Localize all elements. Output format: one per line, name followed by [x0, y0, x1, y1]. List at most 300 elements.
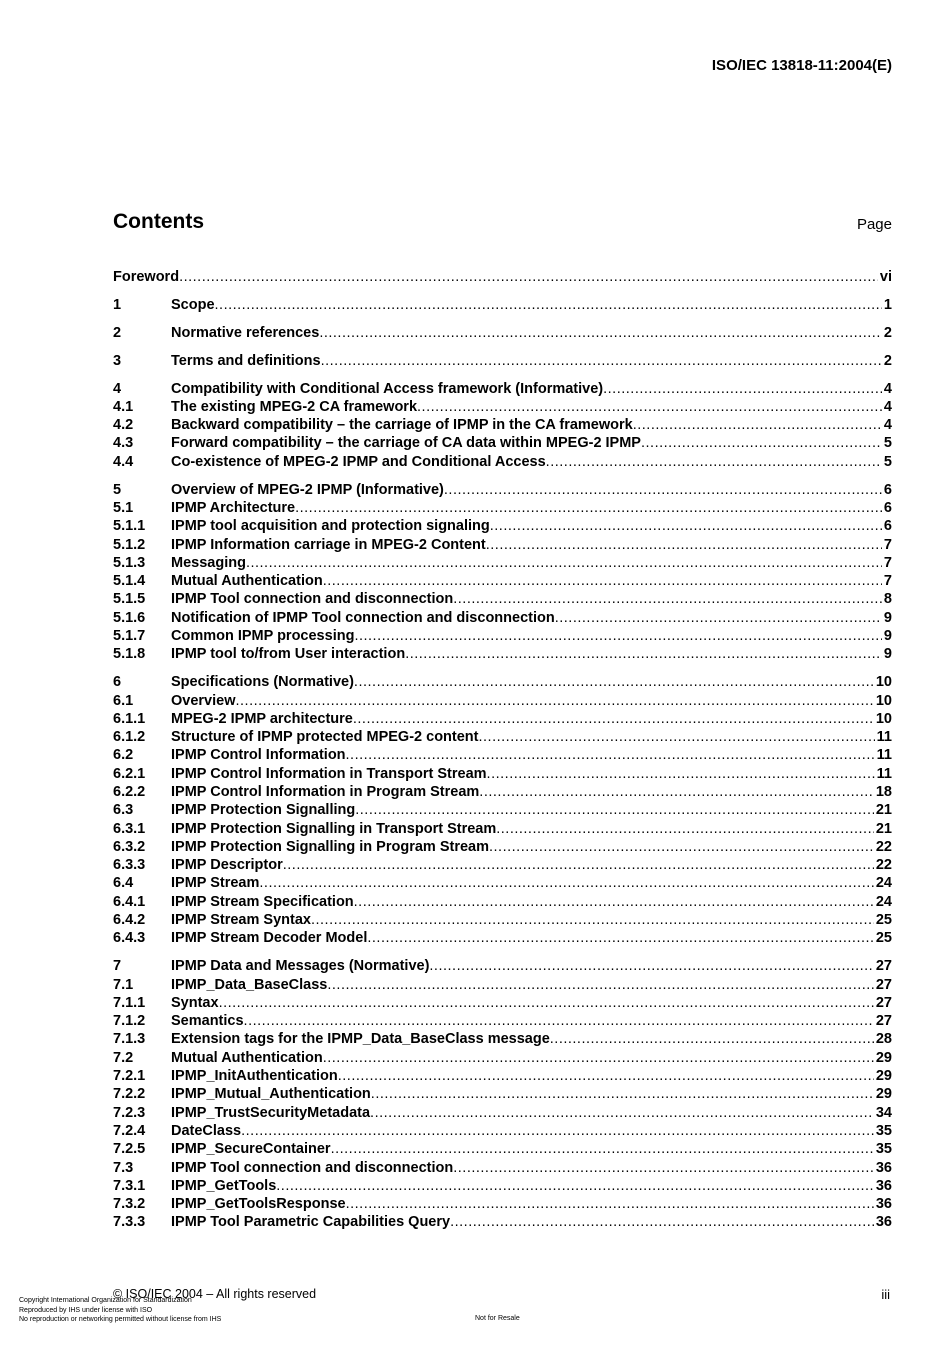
toc-entry-number: 5	[113, 481, 122, 498]
toc-entry-page: 35	[875, 1122, 892, 1139]
toc-entry-title: Extension tags for the IPMP_Data_BaseClass message	[171, 1031, 550, 1048]
toc-entry-number: 4.2	[113, 417, 134, 434]
dot-leader	[354, 893, 874, 911]
toc-entry-title: Syntax	[171, 994, 219, 1011]
dot-leader	[355, 801, 874, 819]
toc-entry[interactable]	[113, 893, 892, 911]
toc-entry-number: 7.3.3	[113, 1214, 146, 1231]
toc-entry-title-wrap	[171, 1195, 874, 1213]
toc-entry-number: 5.1.2	[113, 536, 146, 553]
toc-entry-title-wrap	[171, 1030, 874, 1048]
toc-entry[interactable]	[113, 874, 892, 892]
toc-entry-title-wrap	[171, 434, 882, 452]
toc-entry-page: 34	[875, 1104, 892, 1121]
footer-page-number: iii	[881, 1287, 890, 1302]
toc-entry-title-wrap	[171, 1104, 874, 1122]
toc-entry-number: 7.2.3	[113, 1104, 146, 1121]
toc-entry-title-wrap	[171, 1067, 874, 1085]
toc-entry-page: 27	[875, 994, 892, 1011]
toc-entry[interactable]	[113, 609, 892, 627]
toc-entry[interactable]	[113, 398, 892, 416]
toc-entry-title: IPMP Control Information in Program Stream	[171, 783, 480, 800]
toc-entry-page: 5	[883, 453, 892, 470]
dot-leader	[496, 820, 874, 838]
toc-entry-number: 7.2.1	[113, 1068, 146, 1085]
toc-entry-page: 11	[876, 765, 892, 782]
toc-entry-title-wrap	[171, 609, 882, 627]
toc-entry[interactable]	[113, 801, 892, 819]
dot-leader	[479, 728, 875, 746]
toc-entry-title: Mutual Authentication	[171, 1049, 323, 1066]
toc-entry-title: IPMP Architecture	[171, 499, 296, 516]
toc-entry[interactable]	[113, 710, 892, 728]
toc-entry-number: 5.1.5	[113, 591, 146, 608]
dot-leader	[490, 517, 882, 535]
dot-leader	[354, 627, 881, 645]
toc-entry[interactable]	[113, 838, 892, 856]
dot-leader	[276, 1177, 874, 1195]
toc-entry-number: 5.1.3	[113, 554, 146, 571]
toc-entry-number: 6	[113, 674, 122, 691]
toc-entry-page: 25	[875, 912, 892, 929]
toc-entry-number: 7.3.2	[113, 1196, 146, 1213]
dot-leader	[489, 838, 874, 856]
toc-entry-title: Messaging	[171, 554, 246, 571]
toc-entry-title-wrap	[171, 1012, 874, 1030]
toc-entry-page: 1	[883, 296, 892, 313]
toc-entry-title-wrap	[171, 746, 875, 764]
toc-entry-title: Terms and definitions	[171, 352, 321, 369]
toc-entry-title: IPMP Tool connection and disconnection	[171, 591, 454, 608]
toc-entry[interactable]	[113, 1012, 892, 1030]
toc-entry-title: IPMP_GetToolsResponse	[171, 1196, 346, 1213]
toc-entry-number: 7.3	[113, 1159, 134, 1176]
toc-entry-title: IPMP tool acquisition and protection signaling	[171, 518, 490, 535]
toc-entry-number: 7.2.5	[113, 1141, 146, 1158]
toc-entry-title-wrap	[171, 481, 882, 499]
toc-entry-title: Co-existence of MPEG-2 IPMP and Conditional Access	[171, 453, 546, 470]
dot-leader	[546, 453, 882, 471]
toc-entry-page: 36	[875, 1159, 892, 1176]
toc-entry-title-wrap	[171, 536, 882, 554]
toc-entry[interactable]	[113, 746, 892, 764]
toc-entry-title: The existing MPEG-2 CA framework	[171, 398, 418, 415]
toc-entry-title-wrap	[171, 1049, 874, 1067]
toc-entry-title: Overview of MPEG-2 IPMP (Informative)	[171, 481, 444, 498]
toc-entry-number: 5.1.1	[113, 518, 146, 535]
dot-leader	[371, 1085, 874, 1103]
toc-entry-page: 10	[875, 674, 892, 691]
dot-leader	[215, 296, 882, 314]
document-code: ISO/IEC 13818-11:2004(E)	[711, 57, 892, 74]
toc-entry-title: Mutual Authentication	[171, 573, 323, 590]
toc-entry[interactable]	[113, 1085, 892, 1103]
toc-entry-title-wrap	[171, 517, 882, 535]
dot-leader	[244, 1012, 874, 1030]
toc-entry[interactable]	[113, 765, 892, 783]
dot-leader	[323, 1049, 874, 1067]
toc-entry-number: 7.1	[113, 976, 134, 993]
toc-entry[interactable]	[113, 692, 892, 710]
toc-entry-title: IPMP Stream Decoder Model	[171, 930, 368, 947]
dot-leader	[319, 324, 882, 342]
toc-entry-page: 18	[875, 783, 892, 800]
toc-entry-title-wrap	[171, 398, 882, 416]
toc-entry-title: IPMP Descriptor	[171, 857, 283, 874]
dot-leader	[641, 434, 882, 452]
toc-entry-page: 29	[875, 1049, 892, 1066]
toc-entry[interactable]	[113, 268, 892, 286]
toc-entry-page: 25	[875, 930, 892, 947]
toc-entry-title-wrap	[171, 783, 874, 801]
toc-entry-page: 10	[875, 710, 892, 727]
toc-entry-title-wrap	[171, 911, 874, 929]
license-line: Reproduced by IHS under license with ISO	[19, 1306, 153, 1314]
toc-entry[interactable]	[113, 627, 892, 645]
toc-entry-title: IPMP Tool Parametric Capabilities Query	[171, 1214, 451, 1231]
toc-entry-number: 7.3.1	[113, 1177, 146, 1194]
toc-entry-title-wrap	[171, 957, 874, 975]
toc-entry-title-wrap	[171, 296, 882, 314]
dot-leader	[246, 554, 882, 572]
toc-entry-title: Overview	[171, 692, 236, 709]
dot-leader	[179, 268, 878, 286]
toc-entry-title-wrap	[171, 801, 874, 819]
toc-entry[interactable]	[113, 645, 892, 663]
toc-entry-number: 6.3.2	[113, 838, 146, 855]
toc-entry[interactable]	[113, 572, 892, 590]
resale-notice: Not for Resale	[475, 1315, 520, 1322]
toc-entry-page: 36	[875, 1214, 892, 1231]
toc-entry-number: 6.3	[113, 802, 134, 819]
toc-entry-title-wrap	[171, 1213, 874, 1231]
toc-entry-page: 27	[875, 976, 892, 993]
dot-leader	[486, 536, 882, 554]
dot-leader	[236, 692, 874, 710]
toc-entry[interactable]	[113, 994, 892, 1012]
toc-entry-number: 4.1	[113, 398, 134, 415]
toc-entry-page: 7	[883, 554, 892, 571]
toc-entry-page: 6	[883, 518, 892, 535]
toc-entry[interactable]	[113, 517, 892, 535]
toc-entry-number: 4.3	[113, 435, 134, 452]
toc-entry-title: IPMP Control Information	[171, 747, 346, 764]
toc-entry-title: IPMP Stream	[171, 875, 260, 892]
toc-entry-number: 7.1.1	[113, 994, 146, 1011]
toc-entry-number: 6.4.3	[113, 930, 146, 947]
toc-entry-title-wrap	[171, 1177, 874, 1195]
toc-entry-title: IPMP_Data_BaseClass	[171, 976, 328, 993]
dot-leader	[479, 783, 874, 801]
toc-entry[interactable]	[113, 453, 892, 471]
toc-entry-number: 6.4.1	[113, 893, 146, 910]
dot-leader	[633, 416, 882, 434]
dot-leader	[241, 1122, 874, 1140]
toc-entry-page: vi	[879, 269, 892, 285]
dot-leader	[550, 1030, 874, 1048]
dot-leader	[295, 499, 882, 517]
toc-entry[interactable]	[113, 1159, 892, 1177]
toc-entry-page: 9	[883, 646, 892, 663]
toc-entry-number: 1	[113, 296, 122, 313]
toc-entry-page: 24	[875, 875, 892, 892]
toc-entry-page: 29	[875, 1068, 892, 1085]
toc-entry-title-wrap	[171, 893, 874, 911]
toc-entry-page: 6	[883, 481, 892, 498]
toc-entry-page: 10	[875, 692, 892, 709]
toc-entry-title: Common IPMP processing	[171, 628, 355, 645]
toc-entry-page: 27	[875, 958, 892, 975]
toc-entry[interactable]	[113, 416, 892, 434]
toc-entry-page: 35	[875, 1141, 892, 1158]
toc-entry-page: 21	[875, 820, 892, 837]
toc-entry-number: 4.4	[113, 453, 134, 470]
dot-leader	[346, 746, 875, 764]
toc-entry-page: 7	[883, 573, 892, 590]
dot-leader	[338, 1067, 874, 1085]
toc-entry-page: 9	[883, 609, 892, 626]
toc-entry-title-wrap	[171, 820, 874, 838]
dot-leader	[487, 765, 875, 783]
toc-entry-page: 4	[883, 380, 892, 397]
toc-entry[interactable]	[113, 957, 892, 975]
dot-leader	[453, 1159, 874, 1177]
page-column-label: Page	[856, 216, 892, 233]
toc-entry-title: IPMP_GetTools	[171, 1177, 277, 1194]
toc-entry-title-wrap	[171, 976, 874, 994]
toc-entry-number: 6.1.2	[113, 729, 146, 746]
toc-entry-number: 5.1.6	[113, 609, 146, 626]
toc-entry-page: 22	[875, 857, 892, 874]
toc-entry-title-wrap	[171, 692, 874, 710]
toc-entry[interactable]	[113, 499, 892, 517]
toc-entry-page: 8	[883, 591, 892, 608]
toc-entry-title: Foreword	[113, 269, 180, 285]
toc-entry-number: 7	[113, 958, 122, 975]
toc-entry-title: IPMP Stream Syntax	[171, 912, 311, 929]
toc-entry-title-wrap	[113, 268, 878, 286]
toc-entry[interactable]	[113, 911, 892, 929]
toc-entry[interactable]	[113, 783, 892, 801]
toc-entry[interactable]	[113, 673, 892, 691]
toc-entry-number: 6.2.1	[113, 765, 146, 782]
toc-entry-title: Structure of IPMP protected MPEG-2 content	[171, 729, 479, 746]
toc-entry-page: 36	[875, 1196, 892, 1213]
toc-entry[interactable]	[113, 481, 892, 499]
toc-entry[interactable]	[113, 1067, 892, 1085]
toc-entry[interactable]	[113, 352, 892, 370]
footer-copyright: © ISO/IEC 2004 – All rights reserved	[113, 1287, 317, 1301]
toc-entry-title-wrap	[171, 1122, 874, 1140]
toc-entry-title: Semantics	[171, 1013, 244, 1030]
dot-leader	[367, 929, 874, 947]
dot-leader	[323, 572, 882, 590]
toc-entry-title: IPMP tool to/from User interaction	[171, 646, 406, 663]
dot-leader	[417, 398, 882, 416]
toc-entry-title-wrap	[171, 416, 882, 434]
toc-entry-title: Backward compatibility – the carriage of IPMP in the CA framework	[171, 417, 633, 434]
toc-entry[interactable]	[113, 976, 892, 994]
toc-entry-page: 29	[875, 1086, 892, 1103]
toc-entry-title-wrap	[171, 765, 875, 783]
toc-entry-page: 28	[875, 1031, 892, 1048]
toc-entry-title-wrap	[171, 572, 882, 590]
page-title: Contents	[113, 210, 204, 233]
toc-entry-page: 9	[883, 628, 892, 645]
toc-entry-page: 24	[875, 893, 892, 910]
toc-entry-number: 6.3.3	[113, 857, 146, 874]
toc-entry-title-wrap	[171, 838, 874, 856]
toc-entry-title: IPMP Stream Specification	[171, 893, 354, 910]
dot-leader	[259, 874, 873, 892]
toc-entry-number: 3	[113, 352, 122, 369]
dot-leader	[603, 380, 882, 398]
dot-leader	[450, 1213, 874, 1231]
toc-entry-title: IPMP Control Information in Transport Stream	[171, 765, 487, 782]
toc-entry[interactable]	[113, 536, 892, 554]
toc-entry-title-wrap	[171, 645, 882, 663]
toc-entry-page: 21	[875, 802, 892, 819]
toc-entry[interactable]	[113, 554, 892, 572]
toc-entry-title-wrap	[171, 1159, 874, 1177]
toc-entry-title: IPMP_InitAuthentication	[171, 1068, 338, 1085]
dot-leader	[331, 1140, 874, 1158]
toc-entry-title-wrap	[171, 994, 874, 1012]
dot-leader	[353, 710, 874, 728]
toc-entry-number: 7.2.2	[113, 1086, 146, 1103]
toc-entry-number: 7.2.4	[113, 1122, 146, 1139]
toc-entry-title: IPMP Protection Signalling	[171, 802, 356, 819]
toc-entry-title: DateClass	[171, 1122, 242, 1139]
dot-leader	[346, 1195, 874, 1213]
toc-entry-title-wrap	[171, 499, 882, 517]
dot-leader	[444, 481, 882, 499]
toc-entry[interactable]	[113, 1030, 892, 1048]
toc-entry[interactable]	[113, 1213, 892, 1231]
toc-entry-title: Compatibility with Conditional Access framework (Informative)	[171, 380, 604, 397]
toc-entry-page: 2	[883, 324, 892, 341]
toc-entry-number: 7.1.2	[113, 1013, 146, 1030]
toc-entry-number: 5.1.4	[113, 573, 146, 590]
toc-entry-title-wrap	[171, 874, 874, 892]
toc-entry[interactable]	[113, 296, 892, 314]
toc-entry[interactable]	[113, 728, 892, 746]
toc-entry-title: IPMP Data and Messages (Normative)	[171, 958, 430, 975]
toc-entry-title: IPMP Information carriage in MPEG-2 Content	[171, 536, 486, 553]
toc-entry-title: IPMP_Mutual_Authentication	[171, 1086, 371, 1103]
toc-entry[interactable]	[113, 434, 892, 452]
dot-leader	[354, 673, 874, 691]
toc-entry[interactable]	[113, 1177, 892, 1195]
toc-entry-title-wrap	[171, 929, 874, 947]
toc-entry-title-wrap	[171, 324, 882, 342]
toc-entry-page: 6	[883, 499, 892, 516]
toc-entry[interactable]	[113, 1140, 892, 1158]
toc-entry-page: 36	[875, 1177, 892, 1194]
dot-leader	[555, 609, 882, 627]
toc-entry-title-wrap	[171, 352, 882, 370]
toc-entry-number: 6.3.1	[113, 820, 146, 837]
toc-entry-title: Specifications (Normative)	[171, 674, 354, 691]
toc-entry-page: 22	[875, 838, 892, 855]
toc-entry-title-wrap	[171, 673, 874, 691]
license-notice	[19, 1296, 221, 1325]
toc-entry[interactable]	[113, 820, 892, 838]
toc-entry-title: Notification of IPMP Tool connection and disconnection	[171, 609, 555, 626]
toc-entry-number: 6.4	[113, 875, 134, 892]
toc-entry[interactable]	[113, 929, 892, 947]
toc-entry-page: 11	[876, 729, 892, 746]
dot-leader	[429, 957, 873, 975]
toc-entry-page: 27	[875, 1013, 892, 1030]
dot-leader	[321, 352, 882, 370]
toc-entry-number: 5.1.7	[113, 628, 146, 645]
toc-entry-title: IPMP Tool connection and disconnection	[171, 1159, 454, 1176]
toc-entry-page: 4	[883, 398, 892, 415]
toc-entry[interactable]	[113, 1195, 892, 1213]
toc-entry[interactable]	[113, 1049, 892, 1067]
dot-leader	[327, 976, 873, 994]
toc-entry-title-wrap	[171, 710, 874, 728]
toc-entry-title-wrap	[171, 590, 882, 608]
toc-entry-title: Forward compatibility – the carriage of CA data within MPEG-2 IPMP	[171, 435, 641, 452]
toc-entry[interactable]	[113, 324, 892, 342]
toc-entry-title: Scope	[171, 296, 215, 313]
dot-leader	[405, 645, 882, 663]
dot-leader	[283, 856, 874, 874]
toc-entry-title: IPMP_TrustSecurityMetadata	[171, 1104, 371, 1121]
toc-entry[interactable]	[113, 1122, 892, 1140]
dot-leader	[219, 994, 874, 1012]
license-line: Copyright International Organization for Standardization	[19, 1297, 192, 1304]
toc-entry-page: 4	[883, 417, 892, 434]
toc-entry-title-wrap	[171, 554, 882, 572]
toc-entry-number: 5.1	[113, 499, 134, 516]
toc-entry-number: 6.1.1	[113, 710, 146, 727]
toc-entry-page: 7	[883, 536, 892, 553]
toc-entry-number: 2	[113, 324, 122, 341]
toc-entry-number: 4	[113, 380, 122, 397]
toc-entry-title: IPMP Protection Signalling in Program Stream	[171, 838, 489, 855]
toc-entry-title-wrap	[171, 856, 874, 874]
toc-entry-title-wrap	[171, 728, 875, 746]
toc-entry[interactable]	[113, 590, 892, 608]
toc-entry-page: 5	[883, 435, 892, 452]
toc-entry-title: IPMP Protection Signalling in Transport Stream	[171, 820, 497, 837]
toc-entry-title: Normative references	[171, 324, 320, 341]
toc-entry-number: 6.4.2	[113, 912, 146, 929]
toc-entry-page: 2	[883, 352, 892, 369]
dot-leader	[453, 590, 882, 608]
toc-entry-title-wrap	[171, 453, 882, 471]
toc-entry-number: 6.2.2	[113, 783, 146, 800]
dot-leader	[370, 1104, 874, 1122]
toc-entry-title: IPMP_SecureContainer	[171, 1141, 331, 1158]
toc-entry-number: 6.1	[113, 692, 134, 709]
toc-entry-title-wrap	[171, 627, 882, 645]
toc-entry[interactable]	[113, 856, 892, 874]
toc-entry-title-wrap	[171, 380, 882, 398]
toc-entry-title: MPEG-2 IPMP architecture	[171, 710, 353, 727]
toc-entry-page: 11	[876, 747, 892, 764]
toc-entry[interactable]	[113, 380, 892, 398]
toc-entry-title-wrap	[171, 1085, 874, 1103]
toc-entry-number: 7.2	[113, 1049, 134, 1066]
toc-entry-number: 6.2	[113, 747, 134, 764]
toc-entry-number: 5.1.8	[113, 646, 146, 663]
license-line: No reproduction or networking permitted without license from IHS	[19, 1316, 222, 1323]
toc-entry[interactable]	[113, 1104, 892, 1122]
